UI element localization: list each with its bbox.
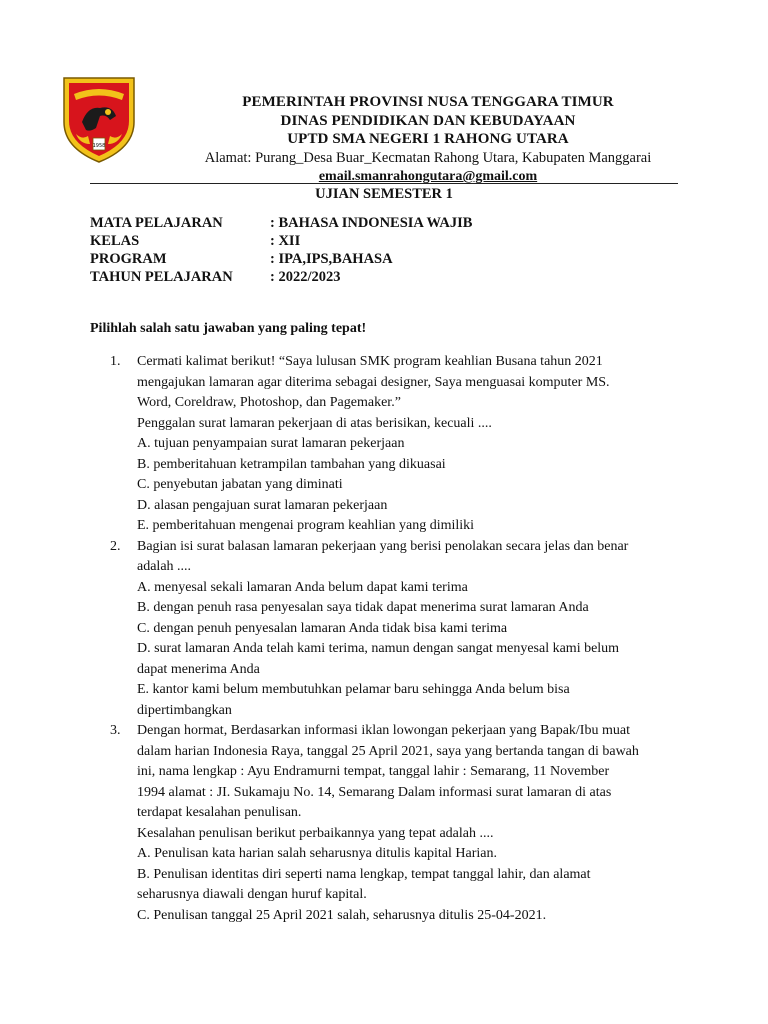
question-item <box>110 537 690 722</box>
question-stem-line: terdapat kesalahan penulisan. <box>137 805 302 820</box>
question-stem-line: Kesalahan penulisan berikut perbaikannya yang tepat adalah .... <box>137 825 494 841</box>
answer-option: A. Penulisan kata harian salah seharusnya ditulis kapital Harian. <box>137 846 498 861</box>
emblem-year-text: 1958 <box>92 143 106 149</box>
header-email-link[interactable]: email.smanrahongutara@gmail.com <box>318 169 538 184</box>
identity-value: : IPA,IPS,BAHASA <box>270 251 393 267</box>
answer-option: C. Penulisan tanggal 25 April 2021 salah, seharusnya ditulis 25-04-2021. <box>137 907 547 923</box>
question-body <box>137 352 690 537</box>
identity-row <box>90 232 472 250</box>
answer-option-continued: seharusnya diawali dengan huruf kapital. <box>137 887 367 902</box>
question-stem-line: 1994 alamat : JI. Sukamaju No. 14, Semarang Dalam informasi surat lamaran di atas <box>137 784 612 800</box>
question-item <box>110 352 690 537</box>
letterhead-divider <box>90 183 678 184</box>
answer-option: A. menyesal sekali lamaran Anda belum dapat kami terima <box>137 579 468 595</box>
identity-label: KELAS <box>90 233 140 249</box>
exam-instruction: Pilihlah salah satu jawaban yang paling tepat! <box>90 321 367 336</box>
exam-identity-block <box>90 214 472 286</box>
question-stem-line: adalah .... <box>137 559 192 574</box>
question-stem-line: Word, Coreldraw, Photoshop, dan Pagemaker.” <box>137 395 401 410</box>
question-item <box>110 721 690 926</box>
identity-value: : 2022/2023 <box>270 269 341 285</box>
question-stem-line: ini, nama lengkap : Ayu Endramurni tempat, tanggal lahir : Semarang, 11 November <box>137 764 610 779</box>
identity-row <box>90 250 472 268</box>
header-line-province: PEMERINTAH PROVINSI NUSA TENGGARA TIMUR <box>242 94 614 110</box>
question-stem-line: mengajukan lamaran agar diterima sebagai designer, Saya menguasai komputer MS. <box>137 374 610 390</box>
header-line-school: UPTD SMA NEGERI 1 RAHONG UTARA <box>287 131 569 147</box>
identity-value: : XII <box>270 233 301 249</box>
question-stem-line: Bagian isi surat balasan lamaran pekerjaan yang berisi penolakan secara jelas dan benar <box>137 538 629 554</box>
identity-value: : BAHASA INDONESIA WAJIB <box>270 215 473 231</box>
province-emblem-logo <box>60 72 138 164</box>
emblem-shield-icon <box>60 72 138 164</box>
answer-option: C. penyebutan jabatan yang diminati <box>137 477 343 492</box>
identity-label: TAHUN PELAJARAN <box>90 269 233 285</box>
answer-option: C. dengan penuh penyesalan lamaran Anda tidak bisa kami terima <box>137 620 508 636</box>
letterhead <box>148 93 708 186</box>
identity-row <box>90 268 472 286</box>
question-number: 3. <box>110 723 121 738</box>
answer-option: B. pemberitahuan ketrampilan tambahan yang dikuasai <box>137 456 446 472</box>
question-stem-line: Cermati kalimat berikut! “Saya lulusan SMK program keahlian Busana tahun 2021 <box>137 354 603 369</box>
answer-option: D. surat lamaran Anda telah kami terima, namun dengan sangat menyesal kami belum <box>137 641 620 656</box>
identity-label: MATA PELAJARAN <box>90 215 223 231</box>
question-stem-line: dalam harian Indonesia Raya, tanggal 25 April 2021, saya yang bertanda tangan di bawah <box>137 743 639 759</box>
question-number: 1. <box>110 354 121 369</box>
identity-label: PROGRAM <box>90 251 167 267</box>
answer-option: E. pemberitahuan mengenai program keahlian yang dimiliki <box>137 518 475 533</box>
answer-option: B. Penulisan identitas diri seperti nama lengkap, tempat tanggal lahir, dan alamat <box>137 866 591 882</box>
question-number: 2. <box>110 538 121 554</box>
question-list <box>110 352 690 926</box>
answer-option-continued: dipertimbangkan <box>137 702 232 718</box>
header-address: Alamat: Purang_Desa Buar_Kecmatan Rahong Utara, Kabupaten Manggarai <box>204 149 652 166</box>
question-body <box>137 537 690 722</box>
answer-option-continued: dapat menerima Anda <box>137 661 260 677</box>
identity-row <box>90 214 472 232</box>
question-body <box>137 721 690 926</box>
header-line-agency: DINAS PENDIDIKAN DAN KEBUDAYAAN <box>280 112 576 129</box>
exam-title: UJIAN SEMESTER 1 <box>315 186 453 202</box>
answer-option: B. dengan penuh rasa penyesalan saya tidak dapat menerima surat lamaran Anda <box>137 600 589 615</box>
answer-option: E. kantor kami belum membutuhkan pelamar baru sehingga Anda belum bisa <box>137 682 570 697</box>
question-stem-line: Penggalan surat lamaran pekerjaan di atas berisikan, kecuali .... <box>137 415 492 431</box>
answer-option: A. tujuan penyampaian surat lamaran pekerjaan <box>137 436 405 451</box>
question-stem-line: Dengan hormat, Berdasarkan informasi iklan lowongan pekerjaan yang Bapak/Ibu muat <box>137 723 630 738</box>
answer-option: D. alasan pengajuan surat lamaran pekerjaan <box>137 497 388 513</box>
